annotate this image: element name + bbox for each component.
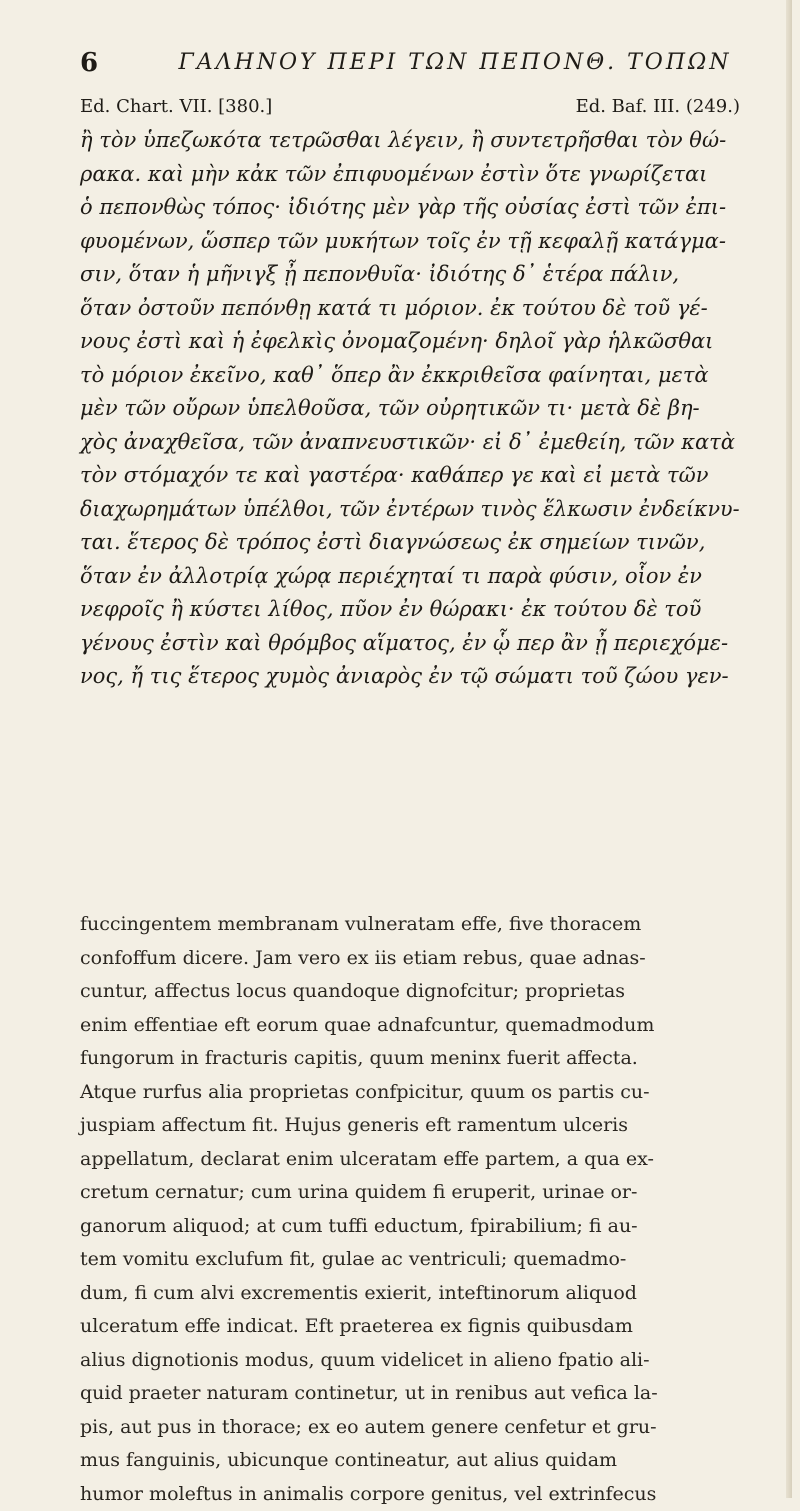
greek-text-line: νος, ἤ τις ἕτερος χυμὸς ἀνιαρὸς ἐν τῷ σώματι τοῦ ζώου γεν- [80,660,740,694]
latin-text-line: ganorum aliquod; at cum tuffi eductum, fpirabilium; fi au- [80,1210,740,1244]
latin-text-line: ulceratum effe indicat. Eft praeterea ex fignis quibusdam [80,1310,740,1344]
latin-text-line: alius dignotionis modus, quum videlicet in alieno fpatio ali- [80,1344,740,1378]
latin-text-line: cuntur, affectus locus quandoque dignofcitur; proprietas [80,975,740,1009]
greek-text-line: μὲν τῶν οὔρων ὑπελθοῦσα, τῶν οὐρητικῶν τι· μετὰ δὲ βη- [80,392,740,426]
page-gutter-edge [786,0,792,1498]
greek-text-line: ὅταν ὀστοῦν πεπόνθῃ κατά τι μόριον. ἐκ τούτου δὲ τοῦ γέ- [80,292,740,326]
greek-text-line: χὸς ἀναχθεῖσα, τῶν ἀναπνευστικῶν· εἰ δ᾽ ἐμεθείη, τῶν κατὰ [80,426,740,460]
edition-references [80,96,740,122]
greek-text-line: φυομένων, ὥσπερ τῶν μυκήτων τοῖς ἐν τῇ κεφαλῇ κατάγμα- [80,225,740,259]
greek-text-line: τὸν στόμαχόν τε καὶ γαστέρα· καθάπερ γε καὶ εἰ μετὰ τῶν [80,459,740,493]
greek-text-block [80,124,740,694]
latin-text-line: dum, fi cum alvi excrementis exierit, inteftinorum aliquod [80,1277,740,1311]
edition-ref-basel: Ed. Baf. III. (249.) [576,96,740,117]
latin-text-line: cretum cernatur; cum urina quidem fi eruperit, urinae or- [80,1176,740,1210]
latin-text-line: confoffum dicere. Jam vero ex iis etiam rebus, quae adnas- [80,942,740,976]
latin-text-line: pis, aut pus in thorace; ex eo autem genere cenfetur et gru- [80,1411,740,1445]
latin-translation-block [80,908,740,1511]
greek-text-line: ἢ τὸν ὑπεζωκότα τετρῶσθαι λέγειν, ἢ συντετρῆσθαι τὸν θώ- [80,124,740,158]
latin-text-line: fuccingentem membranam vulneratam effe, five thoracem [80,908,740,942]
latin-text-line: mus fanguinis, ubicunque contineatur, aut alius quidam [80,1444,740,1478]
greek-text-line: ὅταν ἐν ἀλλοτρίᾳ χώρᾳ περιέχηταί τι παρὰ φύσιν, οἷον ἐν [80,560,740,594]
greek-text-line: τὸ μόριον ἐκεῖνο, καθ᾽ ὅπερ ἂν ἐκκριθεῖσα φαίνηται, μετὰ [80,359,740,393]
latin-text-line: quid praeter naturam continetur, ut in renibus aut vefica la- [80,1377,740,1411]
greek-text-line: γένους ἐστὶν καὶ θρόμβος αἵματος, ἐν ᾧ περ ἂν ᾖ περιεχόμε- [80,627,740,661]
greek-text-line: νεφροῖς ἢ κύστει λίθος, πῦον ἐν θώρακι· ἐκ τούτου δὲ τοῦ [80,593,740,627]
page-number: 6 [80,48,98,78]
running-head: ΓΑΛΗΝΟΥ ΠΕΡΙ ΤΩΝ ΠΕΠΟΝΘ. ΤΟΠΩΝ [170,50,740,75]
latin-text-line: Atque rurfus alia proprietas confpicitur, quum os partis cu- [80,1076,740,1110]
greek-text-line: ται. ἕτερος δὲ τρόπος ἐστὶ διαγνώσεως ἐκ σημείων τινῶν, [80,526,740,560]
edition-ref-chartier: Ed. Chart. VII. [380.] [80,96,272,117]
greek-text-line: ὁ πεπονθὼς τόπος· ἰδιότης μὲν γὰρ τῆς οὐσίας ἐστὶ τῶν ἐπι- [80,191,740,225]
greek-text-line: διαχωρημάτων ὑπέλθοι, τῶν ἐντέρων τινὸς ἕλκωσιν ἐνδείκνυ- [80,493,740,527]
latin-text-line: appellatum, declarat enim ulceratam effe partem, a qua ex- [80,1143,740,1177]
latin-text-line: tem vomitu exclufum fit, gulae ac ventriculi; quemadmo- [80,1243,740,1277]
latin-text-line: enim effentiae eft eorum quae adnafcuntur, quemadmodum [80,1009,740,1043]
latin-text-line: fungorum in fracturis capitis, quum meninx fuerit affecta. [80,1042,740,1076]
greek-text-line: σιν, ὅταν ἡ μῆνιγξ ᾖ πεπονθυῖα· ἰδιότης δ᾽ ἑτέρα πάλιν, [80,258,740,292]
greek-text-line: ρακα. καὶ μὴν κἀκ τῶν ἐπιφυομένων ἐστὶν ὅτε γνωρίζεται [80,158,740,192]
page-header [80,48,740,88]
greek-text-line: νους ἐστὶ καὶ ἡ ἐφελκὶς ὀνομαζομένη· δηλοῖ γὰρ ἡλκῶσθαι [80,325,740,359]
latin-text-line: humor moleftus in animalis corpore genitus, vel extrinfecus [80,1478,740,1511]
latin-text-line: juspiam affectum fit. Hujus generis eft ramentum ulceris [80,1109,740,1143]
